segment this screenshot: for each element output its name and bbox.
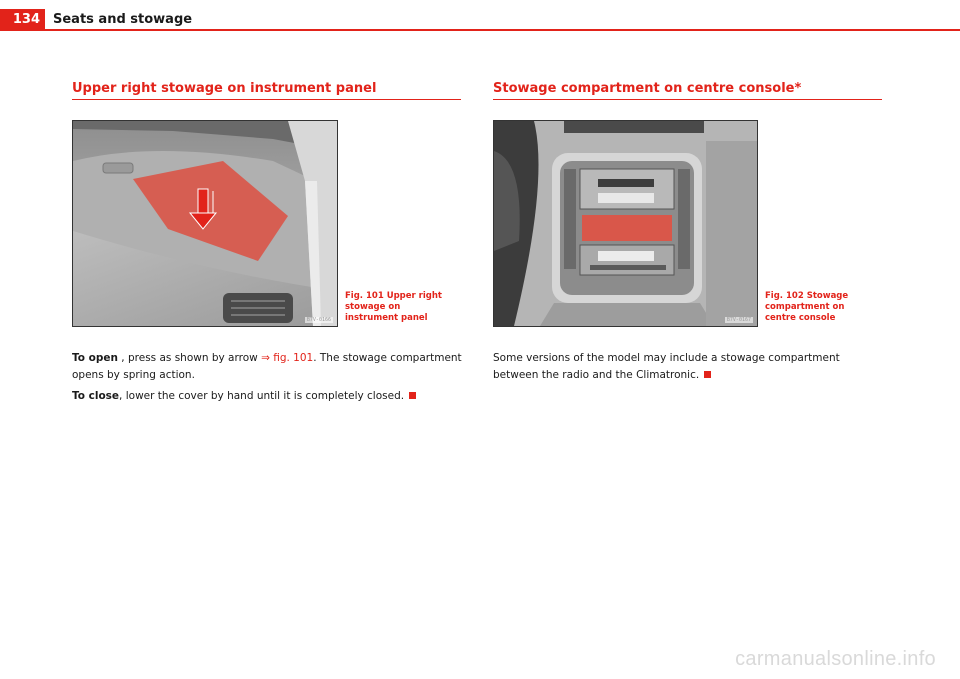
fig-101-link[interactable]: fig. 101 bbox=[273, 352, 314, 364]
console-description bbox=[493, 350, 883, 384]
section-rule-left bbox=[72, 99, 461, 100]
photo-code: B7V-0166 bbox=[306, 317, 331, 323]
end-of-section-icon bbox=[409, 392, 416, 399]
section-title-centre-console: Stowage compartment on centre console* bbox=[493, 81, 802, 96]
watermark: carmanualsonline.info bbox=[735, 648, 936, 670]
dashboard-illustration bbox=[73, 121, 337, 326]
stowage-compartment-highlight bbox=[582, 215, 672, 241]
arrow-icon: ⇒ bbox=[261, 352, 270, 364]
label-to-open: To open bbox=[72, 352, 118, 364]
section-rule-right bbox=[493, 99, 882, 100]
figure-102-photo bbox=[493, 120, 758, 327]
figure-101-photo bbox=[72, 120, 338, 327]
end-of-section-icon bbox=[704, 371, 711, 378]
centre-console-illustration bbox=[494, 121, 757, 326]
figure-102-caption: Fig. 102 Stowage compartment on centre console bbox=[765, 291, 849, 323]
close-text: , lower the cover by hand until it is completely closed. bbox=[119, 390, 405, 402]
instruction-open bbox=[72, 350, 462, 384]
open-text-end: . The stowage compartment opens by spring action. bbox=[72, 352, 462, 381]
page-number: 134 bbox=[0, 9, 45, 30]
open-text: , press as shown by arrow bbox=[117, 352, 262, 364]
section-title-upper-right-stowage: Upper right stowage on instrument panel bbox=[72, 81, 377, 96]
air-vent bbox=[223, 293, 293, 323]
instruction-close bbox=[72, 388, 462, 405]
chapter-title: Seats and stowage bbox=[53, 12, 193, 27]
figure-101-caption: Fig. 101 Upper right stowage on instrument panel bbox=[345, 291, 442, 323]
header-rule bbox=[0, 29, 960, 31]
label-to-close: To close bbox=[72, 390, 120, 402]
console-text: Some versions of the model may include a stowage compartment between the radio and the Climatronic. bbox=[493, 352, 840, 381]
photo-code: B7V-0167 bbox=[726, 317, 751, 323]
